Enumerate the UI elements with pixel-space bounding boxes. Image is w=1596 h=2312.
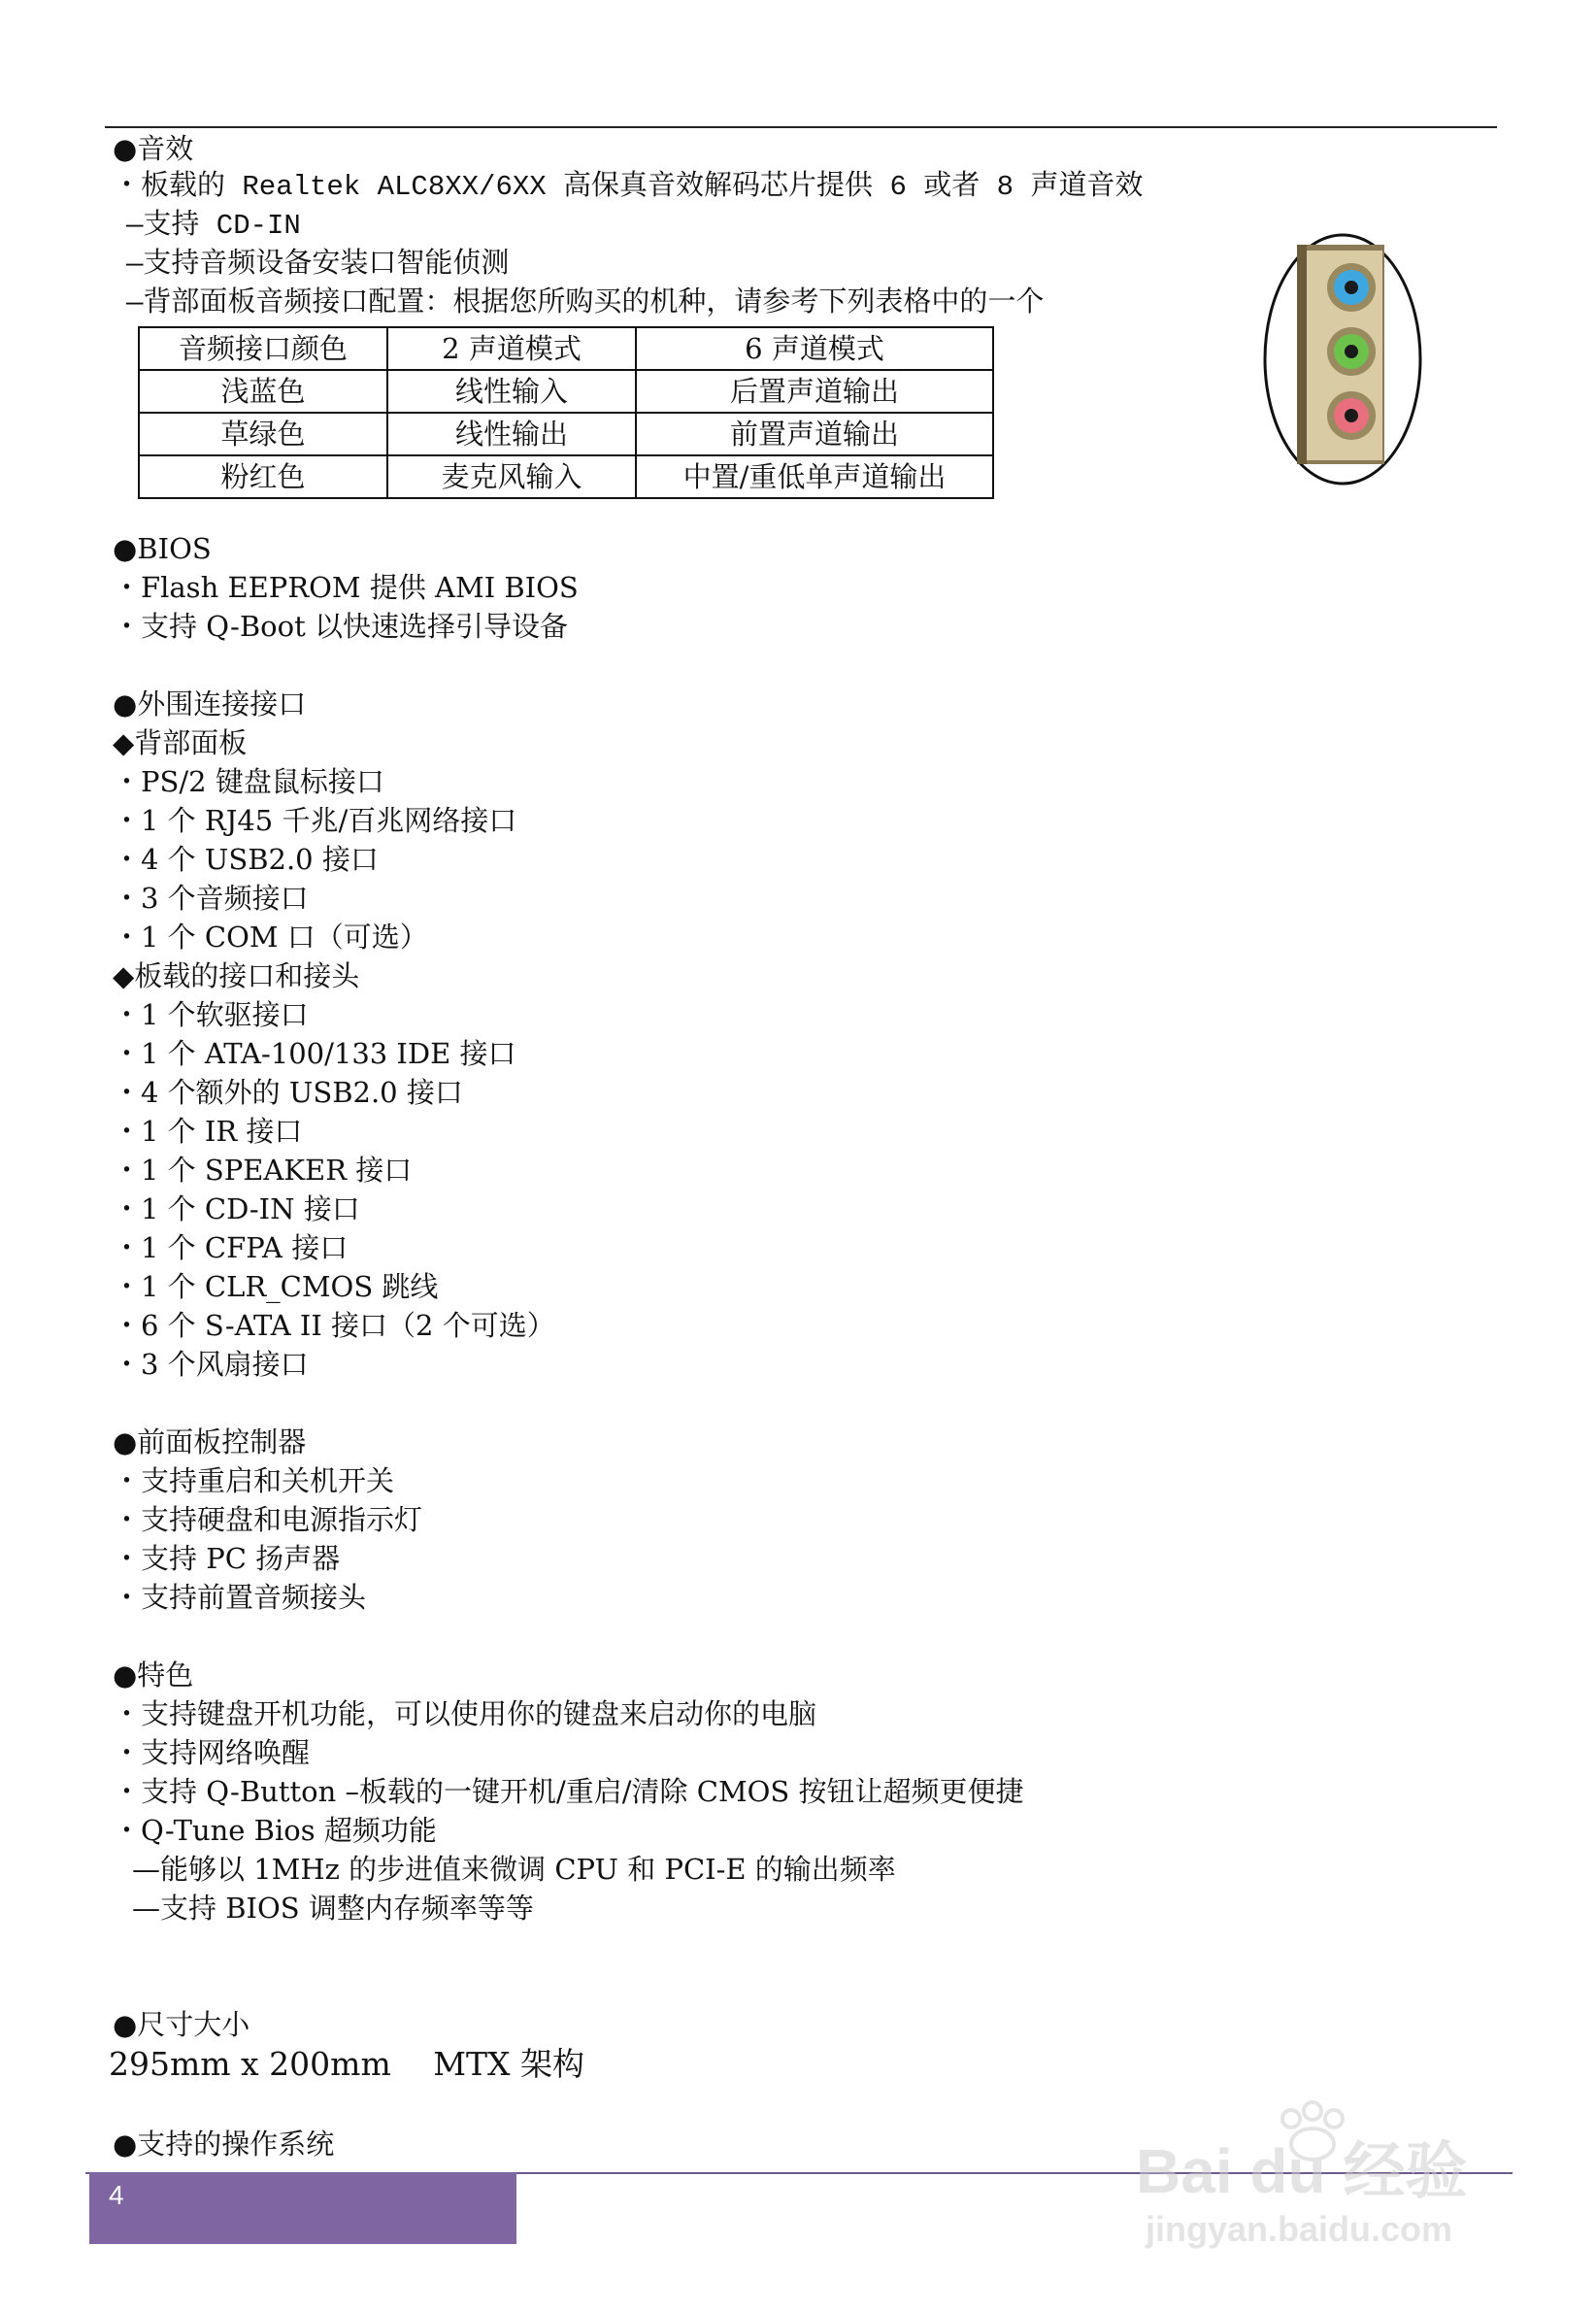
list-item: ・3 个音频接口 — [113, 882, 309, 915]
front-panel-heading: ●前面板控制器 — [113, 1425, 307, 1458]
list-item: ・Q-Tune Bios 超频功能 — [113, 1814, 437, 1847]
bios-item-2: ・支持 Q-Boot 以快速选择引导设备 — [113, 610, 568, 643]
size-heading: ●尺寸大小 — [113, 2008, 250, 2041]
audio-item-4: —背部面板音频接口配置：根据您所购买的机种，请参考下列表格中的一个 — [126, 287, 1045, 319]
list-item: ・支持网络唤醒 — [113, 1736, 311, 1769]
list-item: ・4 个额外的 USB2.0 接口 — [113, 1076, 463, 1109]
audio-jack-table — [138, 326, 994, 499]
jack-hole — [1345, 345, 1358, 358]
jack-hole — [1345, 281, 1358, 294]
bios-heading: ●BIOS — [113, 532, 212, 565]
onboard-heading: ◆板载的接口和接头 — [113, 959, 360, 992]
os-heading: ●支持的操作系统 — [113, 2128, 335, 2161]
table-cell: 线性输入 — [387, 370, 636, 413]
list-subitem: —支持 BIOS 调整内存频率等等 — [132, 1892, 534, 1925]
table-cell: 粉红色 — [139, 455, 387, 498]
audio-item-3: —支持音频设备安装口智能侦测 — [126, 249, 510, 281]
list-item: ・1 个 CFPA 接口 — [113, 1231, 349, 1264]
list-item: ・支持前置音频接头 — [113, 1581, 367, 1614]
table-cell: 浅蓝色 — [139, 370, 387, 413]
table-header-row — [139, 327, 993, 370]
table-cell: 草绿色 — [139, 413, 387, 455]
size-value: 295mm x 200mm MTX 架构 — [109, 2045, 585, 2083]
table-cell: 前置声道输出 — [636, 413, 993, 455]
io-heading: ●外围连接接口 — [113, 687, 307, 720]
table-header-cell: 音频接口颜色 — [139, 327, 387, 370]
table-row — [139, 370, 993, 413]
table-cell: 线性输出 — [387, 413, 636, 455]
list-item: ・1 个 SPEAKER 接口 — [113, 1154, 413, 1187]
list-item: ・1 个 RJ45 千兆/百兆网络接口 — [113, 804, 517, 837]
jack-hole — [1345, 409, 1358, 422]
audio-jack-panel-image — [1262, 231, 1423, 487]
watermark-brand: Bai du 经验 — [1136, 2136, 1468, 2206]
bios-item-1: ・Flash EEPROM 提供 AMI BIOS — [113, 571, 579, 604]
list-item: ・支持键盘开机功能，可以使用你的键盘来启动你的电脑 — [113, 1697, 817, 1730]
table-cell: 后置声道输出 — [636, 370, 993, 413]
table-cell: 麦克风输入 — [387, 455, 636, 498]
table-header-cell: 2 声道模式 — [387, 327, 636, 370]
list-item: ・支持 Q-Button –板载的一键开机/重启/清除 CMOS 按钮让超频更便捷 — [113, 1775, 1024, 1808]
audio-heading: ●音效 — [113, 132, 194, 165]
audio-item-2: —支持 CD-IN — [126, 210, 301, 242]
table-row — [139, 413, 993, 455]
page-number: 4 — [109, 2180, 124, 2210]
audio-item-1: ・板载的 Realtek ALC8XX/6XX 高保真音效解码芯片提供 6 或者 8 声道音效 — [113, 171, 1144, 203]
list-item: ・1 个 CD-IN 接口 — [113, 1192, 360, 1225]
list-item: ・1 个 ATA-100/133 IDE 接口 — [113, 1037, 516, 1070]
list-item: ・1 个 CLR_CMOS 跳线 — [113, 1270, 439, 1303]
footer-page-block — [89, 2172, 516, 2244]
list-item: ・3 个风扇接口 — [113, 1348, 309, 1381]
rear-panel-heading: ◆背部面板 — [113, 726, 248, 759]
list-item: ・PS/2 键盘鼠标接口 — [113, 765, 384, 798]
features-heading: ●特色 — [113, 1659, 194, 1692]
list-item: ・6 个 S-ATA II 接口（2 个可选） — [113, 1309, 555, 1342]
panel-edge — [1297, 245, 1307, 464]
list-subitem: —能够以 1MHz 的步进值来微调 CPU 和 PCI-E 的输出频率 — [132, 1853, 896, 1886]
list-item: ・支持 PC 扬声器 — [113, 1542, 341, 1575]
list-item: ・支持硬盘和电源指示灯 — [113, 1503, 423, 1536]
list-item: ・支持重启和关机开关 — [113, 1464, 395, 1497]
list-item: ・4 个 USB2.0 接口 — [113, 843, 379, 876]
table-header-cell: 6 声道模式 — [636, 327, 993, 370]
watermark-url: jingyan.baidu.com — [1146, 2209, 1453, 2249]
list-item: ・1 个软驱接口 — [113, 998, 309, 1031]
list-item: ・1 个 COM 口（可选） — [113, 921, 428, 954]
table-row — [139, 455, 993, 498]
list-item: ・1 个 IR 接口 — [113, 1115, 303, 1148]
table-cell: 中置/重低单声道输出 — [636, 455, 993, 498]
header-rule — [105, 126, 1497, 128]
baidu-jingyan-watermark — [1126, 2097, 1534, 2253]
